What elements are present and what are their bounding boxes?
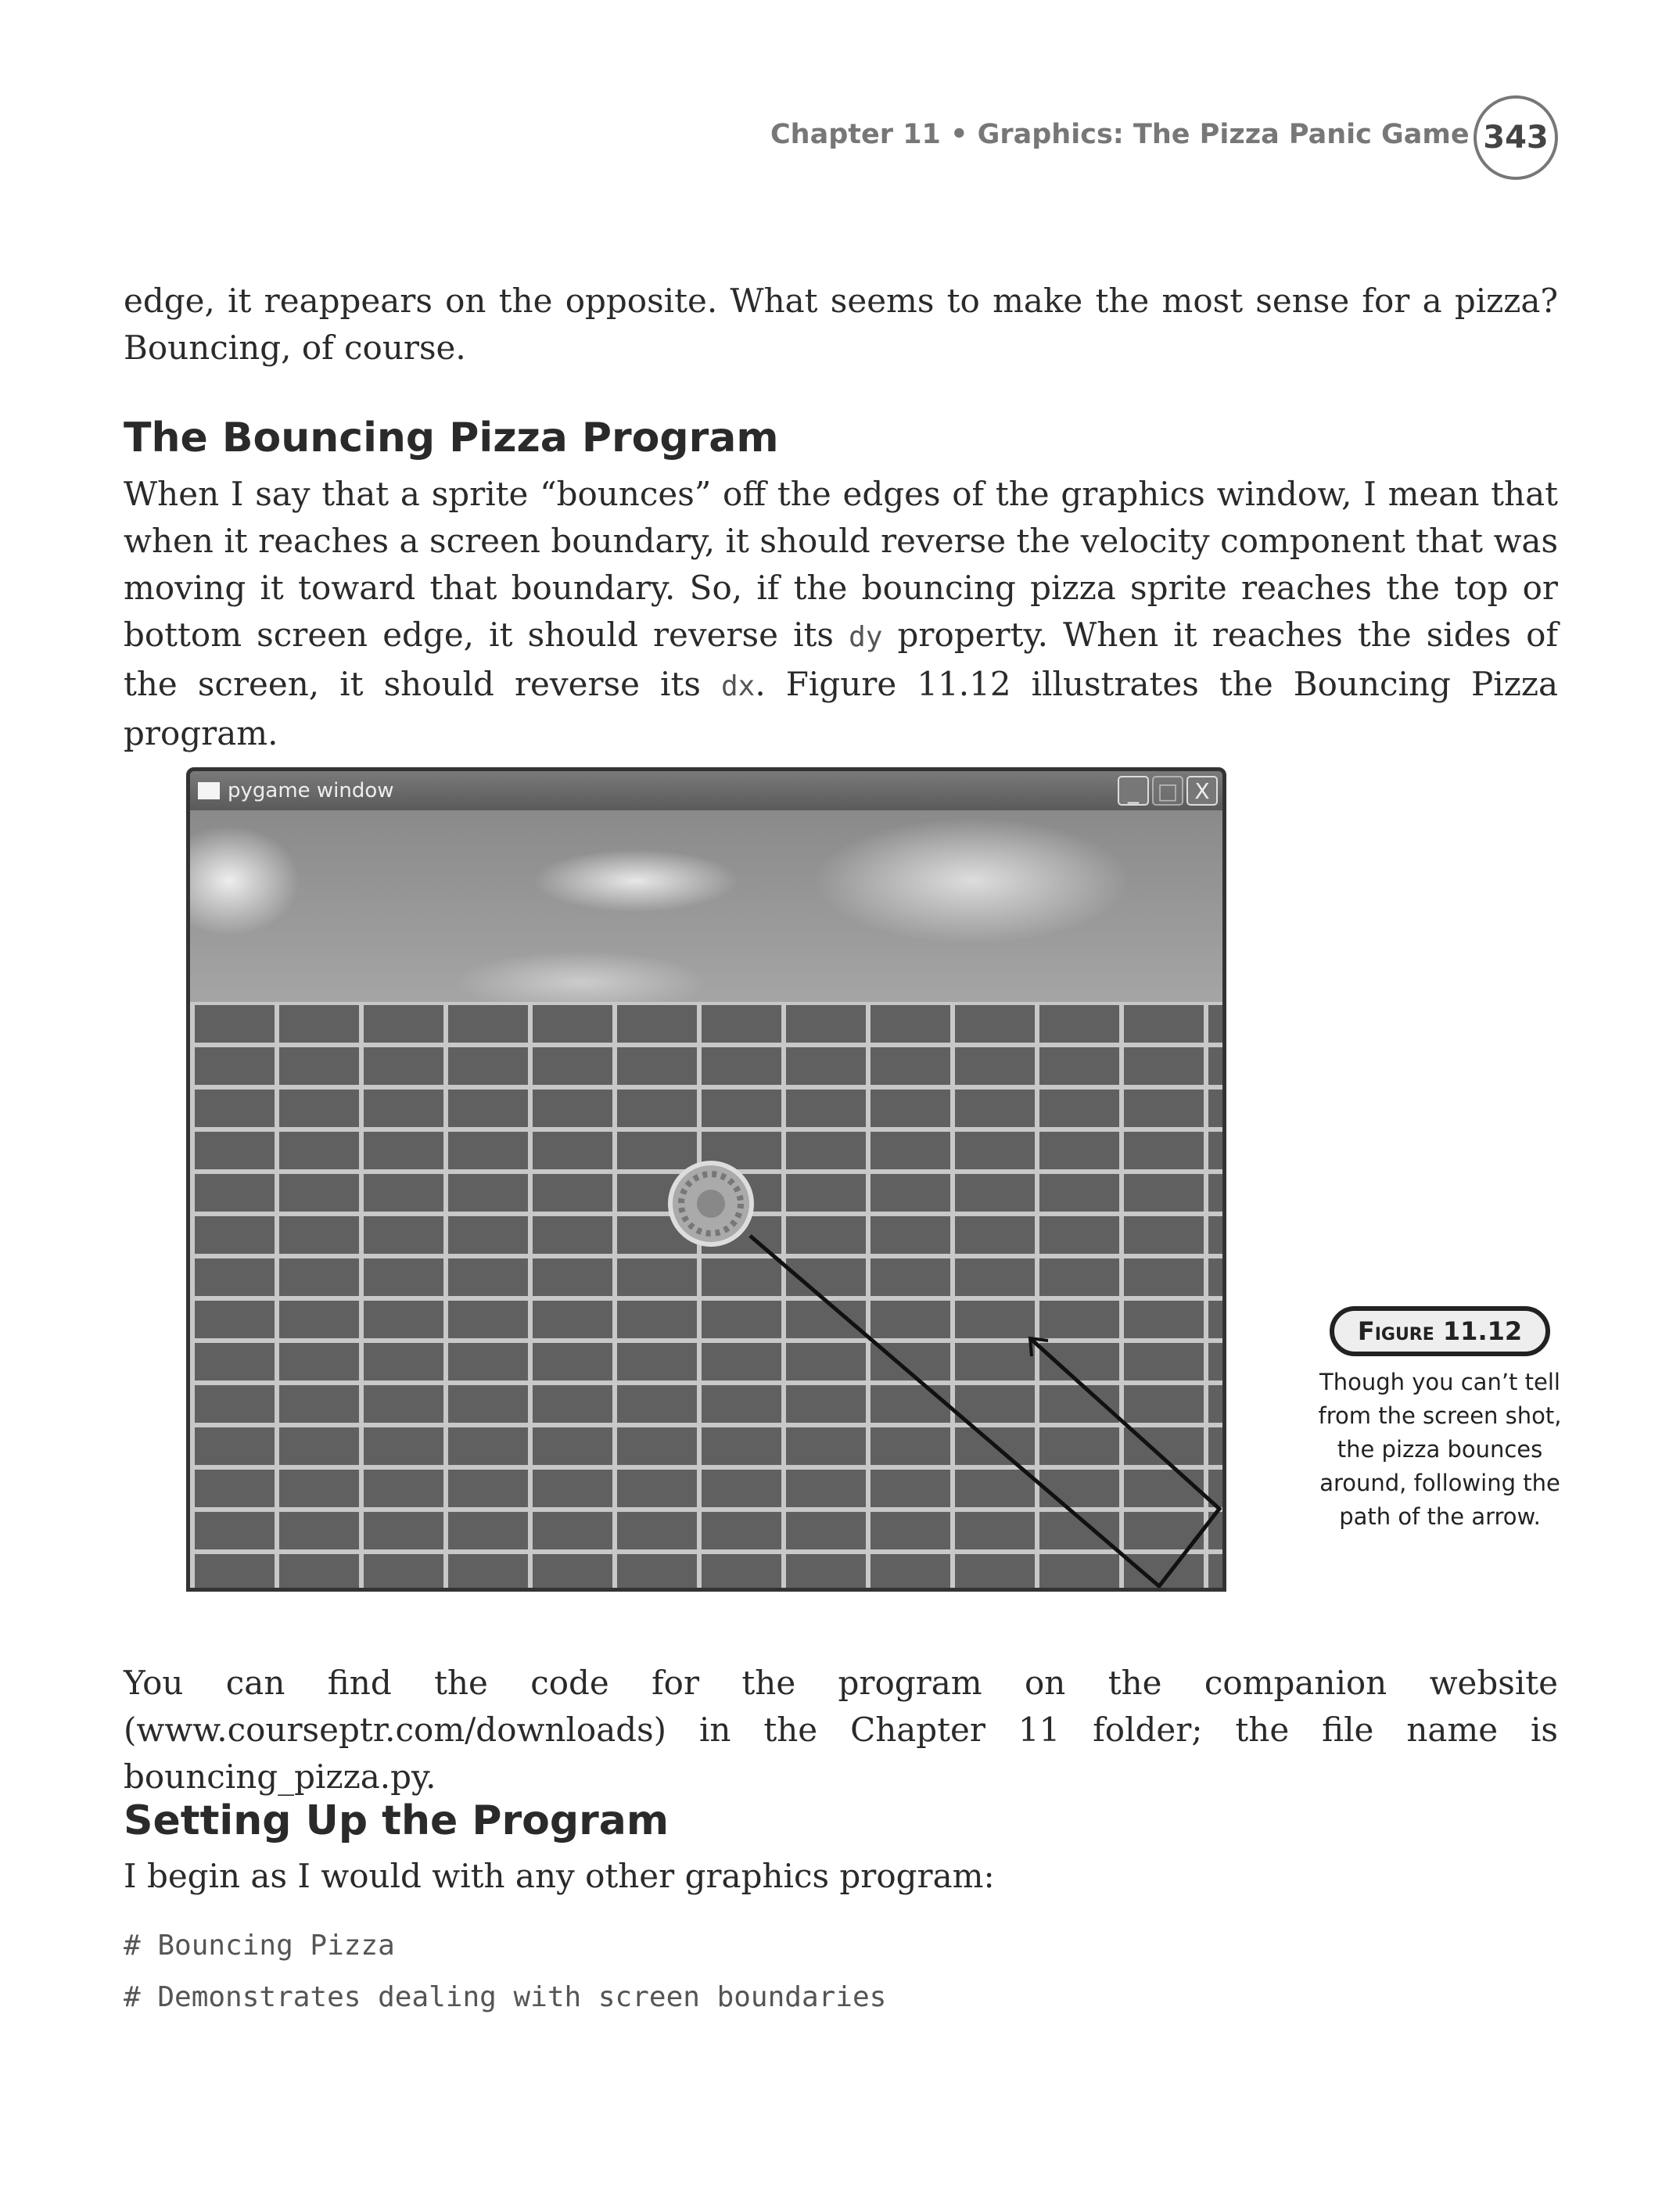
code-block [124,1923,886,2026]
section-heading-bouncing-pizza: The Bouncing Pizza Program [124,415,779,461]
paragraph-continued: edge, it reappears on the opposite. What seems to make the most sense for a pizza? Bouncing, of course. [124,282,1558,367]
pizza-sprite [670,1163,752,1244]
text: . Figure 11.12 illustrates the Bouncing Pizza program. [124,665,1558,752]
figure-label: Figure 11.12 [1330,1306,1550,1356]
text: When I say that a sprite “bounces” off the edges of the graphics window, I mean that when it reaches a screen boundary, it should reverse the velocity component that was moving it toward that boundary. So, if the bouncing pizza sprite reaches the top or bottom screen edge, it should reverse its [124,475,1558,654]
minimize-button[interactable]: _ [1118,776,1149,806]
pygame-window-screenshot [186,767,1226,1592]
paragraph-code-location: You can find the code for the program on the companion website (www.courseptr.com/downloads) in the Chapter 11 folder; the file name is bouncing_pizza.py. [124,1664,1558,1796]
paragraph-begin: I begin as I would with any other graphics program: [124,1857,995,1895]
code-line: # Bouncing Pizza [124,1930,395,1962]
section-heading-setup: Setting Up the Program [124,1797,669,1844]
code-line: # Demonstrates dealing with screen boundaries [124,1981,887,2013]
figure-caption: Though you can’t tell from the screen shot, the pizza bounces around, following the path of the arrow. [1318,1369,1562,1530]
close-button[interactable]: X [1186,776,1218,806]
running-head: Chapter 11 • Graphics: The Pizza Panic Game [770,119,1470,150]
bounce-overlay [190,771,1226,1592]
code-line-wrapper [124,1923,886,1974]
window-title: pygame window [228,779,394,802]
code-dy: dy [849,621,883,653]
page-number: 343 [1474,95,1558,180]
maximize-button[interactable]: □ [1152,776,1183,806]
code-line-wrapper [124,1974,886,2026]
text: property. When it reaches the sides of the screen, it should reverse its [124,616,1558,703]
paragraph-bounce-explanation [124,471,1558,757]
code-dx: dx [721,670,756,702]
bounce-path-arrow [750,1236,1219,1586]
